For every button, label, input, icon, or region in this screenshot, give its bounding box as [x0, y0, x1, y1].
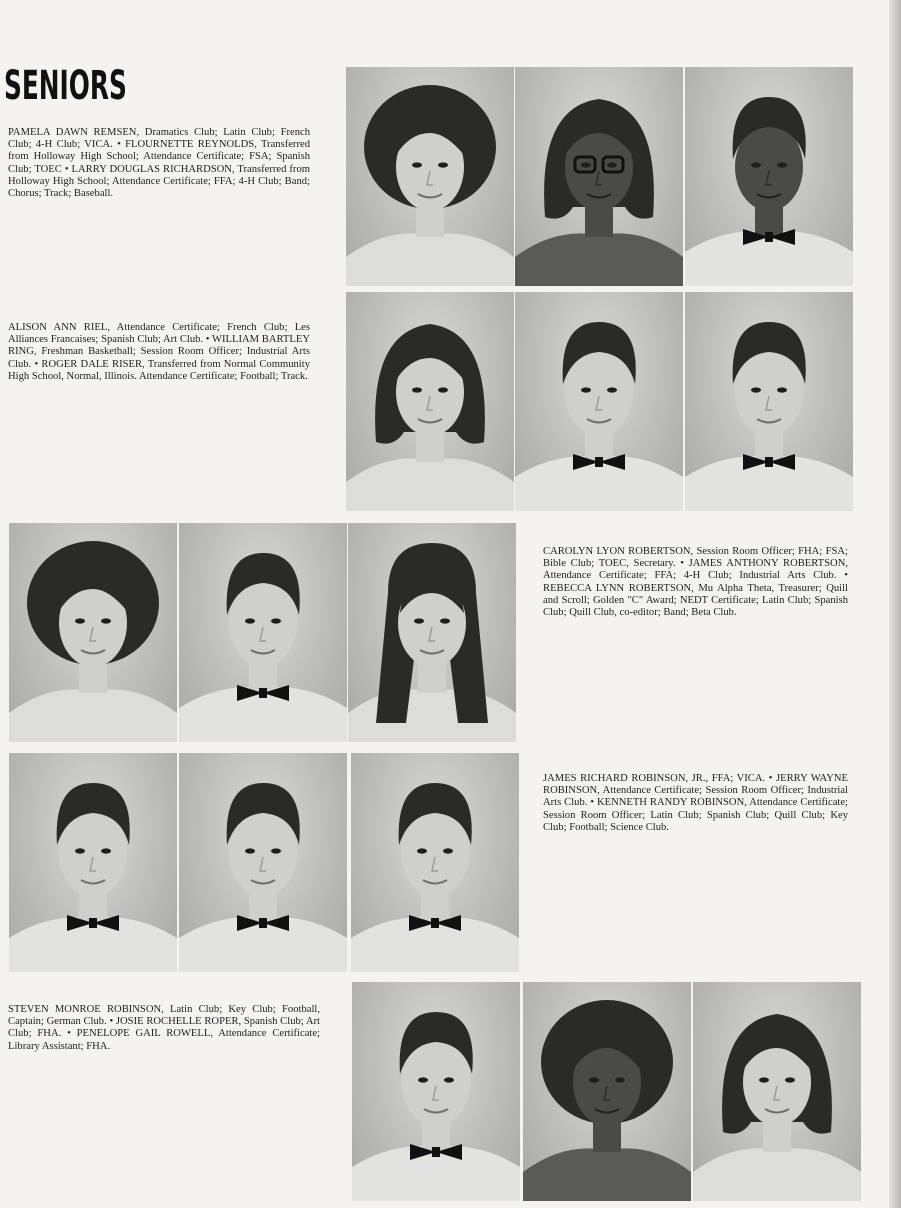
- eye: [271, 618, 281, 623]
- portrait-photo: [515, 292, 683, 511]
- portrait-photo: [346, 292, 514, 511]
- portrait-photo: [685, 67, 853, 286]
- portrait-photo: [693, 982, 861, 1201]
- portrait-photo: [351, 753, 519, 972]
- drape: [346, 233, 514, 286]
- eye: [418, 1077, 428, 1082]
- eye: [607, 387, 617, 392]
- eye: [751, 162, 761, 167]
- eye: [75, 848, 85, 853]
- eye: [101, 848, 111, 853]
- bow-tie: [765, 232, 773, 242]
- page-title: SENIORS: [4, 63, 127, 109]
- portrait-photo: [352, 982, 520, 1201]
- eye: [751, 387, 761, 392]
- bow-tie: [595, 457, 603, 467]
- portrait-photo: [179, 523, 347, 742]
- caption-row-1: PAMELA DAWN REMSEN, Dramatics Club; Latin Club; French Club; 4-H Club; VICA. • FLOURNETTE REYNOLDS, Transferred from Holloway High School; Attendance Certificate; FSA; Spanish Club; TOEC • LARRY DOUGLAS RICHARDSON, Transferred from Holloway High School; Attendance Certificate; FFA; 4-H Club; Band; Chorus; Track; Baseball.: [8, 127, 310, 200]
- drape: [515, 233, 683, 286]
- portrait-photo: [523, 982, 691, 1201]
- bow-tie: [431, 918, 439, 928]
- portrait-photo: [179, 753, 347, 972]
- eye: [615, 1077, 625, 1082]
- portrait-photo: [515, 67, 683, 286]
- eye: [440, 618, 450, 623]
- portrait-photo: [9, 523, 177, 742]
- eye: [412, 387, 422, 392]
- drape: [346, 458, 514, 511]
- eye: [245, 848, 255, 853]
- bow-tie: [259, 918, 267, 928]
- portrait-photo: [685, 292, 853, 511]
- bow-tie: [432, 1147, 440, 1157]
- caption-row-2: ALISON ANN RIEL, Attendance Certificate; French Club; Les Alliances Francaises; Spanish Club; Art Club. • WILLIAM BARTLEY RING, Freshman Basketball; Session Room Officer; Industrial Arts Club. • ROGER DALE RISER, Transferred from Normal Community High School, Normal, Illinois. Attendance Certificate; Football; Track.: [8, 322, 310, 382]
- eye: [245, 618, 255, 623]
- bow-tie: [259, 688, 267, 698]
- eye: [438, 387, 448, 392]
- portrait-photo: [9, 753, 177, 972]
- eye: [443, 848, 453, 853]
- eye: [589, 1077, 599, 1082]
- eye: [271, 848, 281, 853]
- page-edge-shadow: [889, 0, 901, 1208]
- eye: [75, 618, 85, 623]
- eye: [777, 387, 787, 392]
- bow-tie: [89, 918, 97, 928]
- eye: [444, 1077, 454, 1082]
- eye: [581, 162, 591, 167]
- drape: [9, 689, 177, 742]
- eye: [777, 162, 787, 167]
- eye: [438, 162, 448, 167]
- drape: [348, 689, 516, 742]
- portrait-photo: [348, 523, 516, 742]
- eye: [607, 162, 617, 167]
- eye: [581, 387, 591, 392]
- eye: [785, 1077, 795, 1082]
- eye: [101, 618, 111, 623]
- eye: [412, 162, 422, 167]
- drape: [523, 1148, 691, 1201]
- portrait-photo: [346, 67, 514, 286]
- caption-row-4: JAMES RICHARD ROBINSON, JR., FFA; VICA. • JERRY WAYNE ROBINSON, Attendance Certificate; Session Room Officer; Industrial Arts Club. • KENNETH RANDY ROBINSON, Attendance Certificate; Session Room Officer; Latin Club; Spanish Club; Quill Club; Key Club; Football; Science Club.: [543, 773, 848, 833]
- eye: [759, 1077, 769, 1082]
- eye: [414, 618, 424, 623]
- caption-row-3: CAROLYN LYON ROBERTSON, Session Room Officer; FHA; FSA; Bible Club; TOEC, Secretary. • JAMES ANTHONY ROBERTSON, Attendance Certificate; FFA; 4-H Club; Industrial Arts Club. • REBECCA LYNN ROBERTSON, Mu Alpha Theta, Treasurer; Quill and Scroll; Golden "C" Award; NEDT Certificate; Latin Club; Spanish Club; Quill Club, co-editor; Band; Beta Club.: [543, 546, 848, 619]
- drape: [693, 1148, 861, 1201]
- bow-tie: [765, 457, 773, 467]
- eye: [417, 848, 427, 853]
- caption-row-5: STEVEN MONROE ROBINSON, Latin Club; Key Club; Football, Captain; German Club. • JOSIE ROCHELLE ROPER, Spanish Club; Art Club; FHA. • PENELOPE GAIL ROWELL, Attendance Certificate; Library Assistant; FHA.: [8, 1004, 320, 1052]
